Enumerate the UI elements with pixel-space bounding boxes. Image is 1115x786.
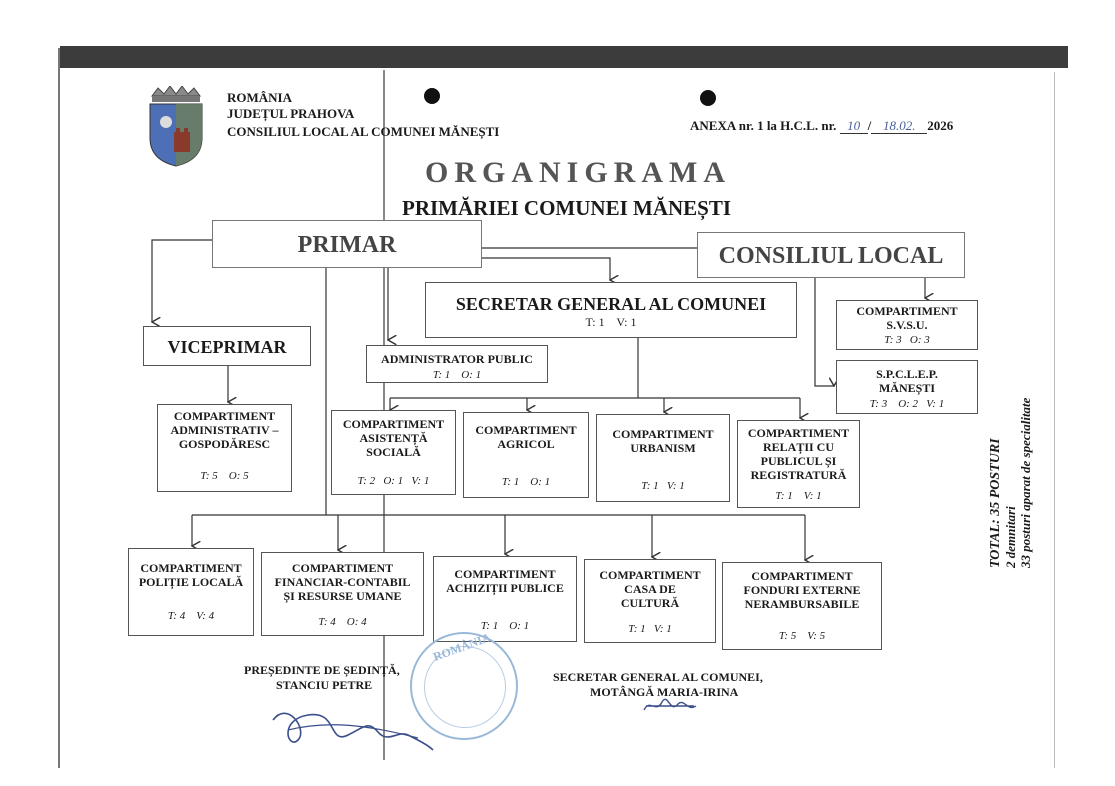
viceprimar-label: VICEPRIMAR <box>167 337 287 357</box>
agricol-line1: COMPARTIMENT <box>475 423 577 437</box>
achizitii-line1: COMPARTIMENT <box>454 567 556 581</box>
achizitii-line2: ACHIZIȚII PUBLICE <box>446 581 564 595</box>
adm-gosp-line3: GOSPODĂRESC <box>178 437 271 451</box>
header-county: JUDEȚUL PRAHOVA <box>227 106 355 121</box>
adm-gosp-line1: COMPARTIMENT <box>173 409 276 423</box>
adm-gosp-counts: T: 5 O: 5 <box>200 470 249 482</box>
page-subtitle: PRIMĂRIEI COMUNEI MĂNEȘTI <box>402 196 732 220</box>
signature-left-name: STANCIU PETRE <box>276 678 373 692</box>
page-title: ORGANIGRAMA <box>425 156 731 189</box>
consiliul-local-label: CONSILIUL LOCAL <box>718 243 944 269</box>
signature-right-title: SECRETAR GENERAL AL COMUNEI, <box>553 670 763 684</box>
politie-line2: POLIȚIE LOCALĂ <box>138 575 244 589</box>
politie-line1: COMPARTIMENT <box>140 561 242 575</box>
urbanism-counts: T: 1 V: 1 <box>641 480 685 492</box>
adm-gosp-line2: ADMINISTRATIV – <box>170 423 279 437</box>
asistenta-line2: ASISTENȚĂ <box>359 431 428 445</box>
cultura-line3: CULTURĂ <box>620 596 680 610</box>
fonduri-line3: NERAMBURSABILE <box>744 597 860 611</box>
fonduri-line1: COMPARTIMENT <box>751 569 853 583</box>
official-stamp-text: ROMÂNIA <box>431 630 493 664</box>
asistenta-counts: T: 2 O: 1 V: 1 <box>357 475 430 487</box>
compartiment-urbanism-box <box>596 414 730 502</box>
administrator-public-counts: T: 1 O: 1 <box>432 369 482 381</box>
administrator-public-box <box>366 345 548 383</box>
compartiment-financiar-contabil-box <box>261 552 424 636</box>
svsu-line2: S.V.S.U. <box>886 318 928 332</box>
fonduri-line2: FONDURI EXTERNE <box>743 583 861 597</box>
compartiment-asistenta-sociala-box <box>331 410 456 495</box>
relatii-line4: REGISTRATURĂ <box>750 468 847 482</box>
annex-year: 2026 <box>927 118 954 133</box>
primar-label: PRIMAR <box>297 232 397 258</box>
annex-number: 10 <box>840 118 868 134</box>
cultura-line1: COMPARTIMENT <box>599 568 701 582</box>
relatii-counts: T: 1 V: 1 <box>775 490 822 502</box>
svsu-line1: COMPARTIMENT <box>856 304 958 318</box>
viceprimar-box <box>143 326 311 366</box>
signature-right-name: MOTÂNGĂ MARIA-IRINA <box>590 685 739 699</box>
urbanism-line1: COMPARTIMENT <box>612 427 714 441</box>
fonduri-counts: T: 5 V: 5 <box>778 630 826 642</box>
financiar-line1: COMPARTIMENT <box>291 561 394 575</box>
consiliul-local-box <box>697 232 965 278</box>
asistenta-line3: SOCIALĂ <box>366 445 421 459</box>
spclep-box <box>836 360 978 414</box>
agricol-line2: AGRICOL <box>497 437 555 451</box>
compartiment-agricol-box <box>463 412 589 498</box>
cultura-counts: T: 1 V: 1 <box>628 623 672 635</box>
annex-date: 18.02. <box>871 118 927 134</box>
financiar-line2: FINANCIAR-CONTABIL <box>274 575 411 589</box>
compartiment-achizitii-publice-box <box>433 556 577 642</box>
spclep-line2: MĂNEȘTI <box>878 381 935 395</box>
compartiment-relatii-publicul-box <box>737 420 860 508</box>
administrator-public-title: ADMINISTRATOR PUBLIC <box>381 352 533 366</box>
signature-left-title: PREȘEDINTE DE ȘEDINȚĂ, <box>244 663 400 677</box>
header-country: ROMÂNIA <box>227 90 292 105</box>
compartiment-fonduri-externe-box <box>722 562 882 650</box>
cultura-line2: CASA DE <box>624 582 676 596</box>
compartiment-politie-locala-box <box>128 548 254 636</box>
totals-officials: 2 demnitari <box>1003 506 1018 568</box>
svsu-counts: T: 3 O: 3 <box>884 334 930 346</box>
politie-counts: T: 4 V: 4 <box>167 610 215 622</box>
compartiment-administrativ-gospodaresc-box <box>157 404 292 492</box>
financiar-counts: T: 4 O: 4 <box>318 616 367 628</box>
secretar-general-title: SECRETAR GENERAL AL COMUNEI <box>455 294 767 314</box>
spclep-line1: S.P.C.L.E.P. <box>876 367 938 381</box>
official-stamp <box>410 632 518 740</box>
compartiment-casa-cultura-box <box>584 559 716 643</box>
annex-label: ANEXA nr. 1 la H.C.L. nr. <box>690 118 837 133</box>
relatii-line3: PUBLICUL ȘI <box>760 454 837 468</box>
asistenta-line1: COMPARTIMENT <box>342 417 445 431</box>
annex-reference: ANEXA nr. 1 la H.C.L. nr. 10 / 18.02. 2026 <box>690 118 954 133</box>
signature-right-scribble <box>640 694 700 718</box>
urbanism-line2: URBANISM <box>630 441 696 455</box>
header-council: CONSILIUL LOCAL AL COMUNEI MĂNEȘTI <box>227 124 500 139</box>
achizitii-counts: T: 1 O: 1 <box>480 620 530 632</box>
totals-posts: TOTAL: 35 POSTURI <box>988 438 1003 568</box>
financiar-line3: ȘI RESURSE UMANE <box>283 589 402 603</box>
primar-box <box>212 220 482 268</box>
agricol-counts: T: 1 O: 1 <box>501 476 551 488</box>
secretar-general-box <box>425 282 797 338</box>
relatii-line1: COMPARTIMENT <box>747 426 850 440</box>
svsu-box <box>836 300 978 350</box>
relatii-line2: RELAȚII CU <box>762 440 834 454</box>
secretar-general-counts: T: 1 V: 1 <box>585 315 637 329</box>
spclep-counts: T: 3 O: 2 V: 1 <box>869 398 945 410</box>
totals-rotated <box>988 398 1033 568</box>
totals-specialists: 33 posturi aparat de specialitate <box>1018 397 1033 568</box>
